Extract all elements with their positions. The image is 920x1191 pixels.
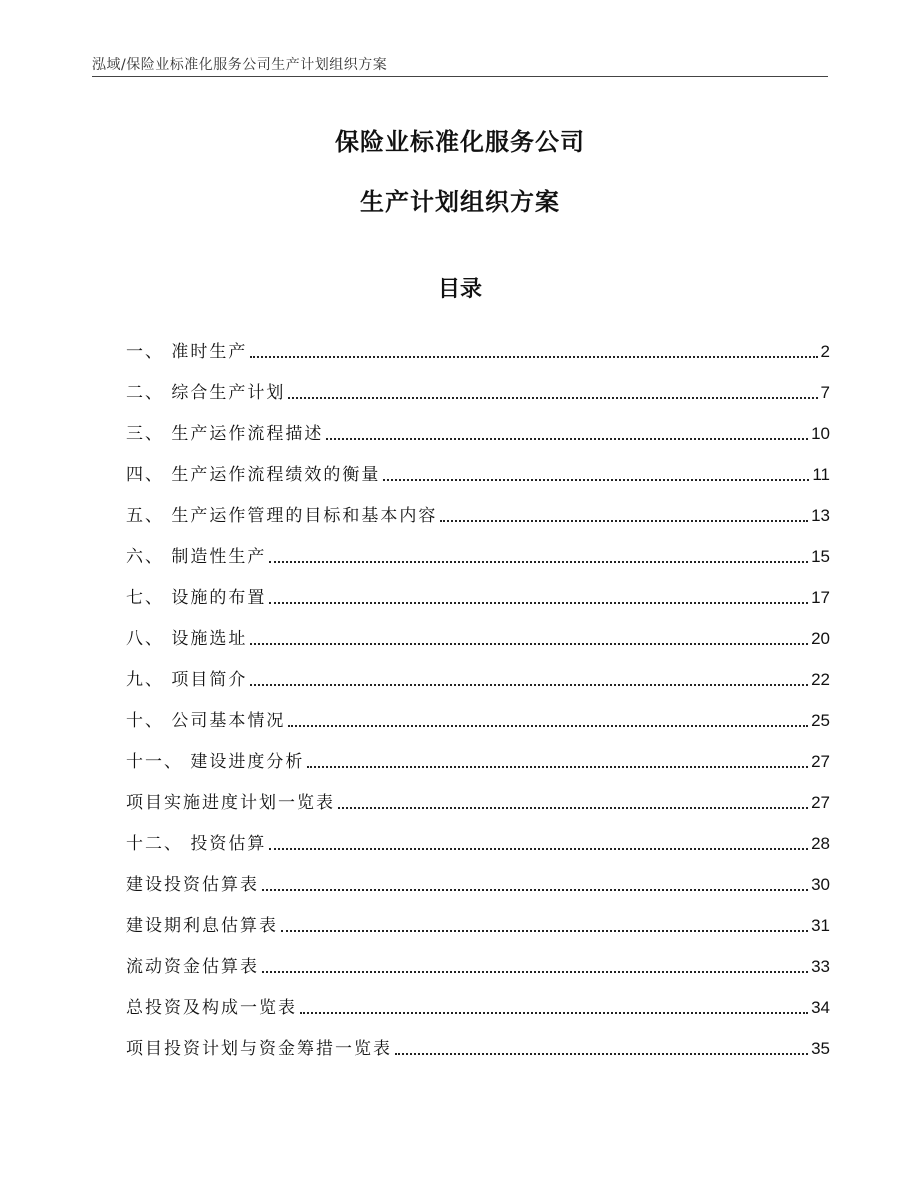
toc-dot-leader bbox=[262, 971, 808, 973]
toc-dot-leader bbox=[440, 520, 808, 522]
toc-entry-page: 22 bbox=[811, 670, 830, 689]
toc-entry[interactable] bbox=[126, 650, 830, 691]
toc-dot-leader bbox=[395, 1053, 808, 1055]
header-divider bbox=[92, 76, 828, 77]
toc-dot-leader bbox=[262, 889, 808, 891]
toc-entry-label: 五、 生产运作管理的目标和基本内容 bbox=[126, 506, 438, 526]
toc-entry-page: 25 bbox=[811, 711, 830, 730]
toc-entry-label: 七、 设施的布置 bbox=[126, 588, 267, 608]
toc-entry[interactable] bbox=[126, 814, 830, 855]
toc-entry-label: 总投资及构成一览表 bbox=[126, 998, 297, 1018]
running-header: 泓域/保险业标准化服务公司生产计划组织方案 bbox=[92, 57, 388, 73]
toc-dot-leader bbox=[300, 1012, 808, 1014]
toc-entry[interactable] bbox=[126, 1019, 830, 1060]
toc-dot-leader bbox=[288, 725, 808, 727]
toc-entry[interactable] bbox=[126, 937, 830, 978]
toc-entry-label: 十二、 投资估算 bbox=[126, 834, 267, 854]
toc-entry[interactable] bbox=[126, 322, 830, 363]
toc-entry-label: 三、 生产运作流程描述 bbox=[126, 424, 324, 444]
document-title-line-1: 保险业标准化服务公司 bbox=[335, 128, 585, 156]
toc-dot-leader bbox=[250, 643, 808, 645]
document-title-line-2: 生产计划组织方案 bbox=[360, 188, 560, 216]
toc-entry-page: 2 bbox=[820, 342, 830, 361]
toc-entry-label: 建设期利息估算表 bbox=[126, 916, 278, 936]
toc-entry-page: 20 bbox=[811, 629, 830, 648]
toc-entry-label: 项目投资计划与资金筹措一览表 bbox=[126, 1039, 392, 1059]
toc-dot-leader bbox=[269, 602, 808, 604]
toc-entry-label: 六、 制造性生产 bbox=[126, 547, 267, 567]
toc-entry[interactable] bbox=[126, 855, 830, 896]
toc-entry[interactable] bbox=[126, 527, 830, 568]
toc-entry-label: 八、 设施选址 bbox=[126, 629, 248, 649]
toc-entry[interactable] bbox=[126, 363, 830, 404]
toc-dot-leader bbox=[383, 479, 809, 481]
toc-entry[interactable] bbox=[126, 896, 830, 937]
toc-entry-page: 17 bbox=[811, 588, 830, 607]
toc-dot-leader bbox=[250, 684, 808, 686]
toc-entry[interactable] bbox=[126, 609, 830, 650]
toc-entry-label: 四、 生产运作流程绩效的衡量 bbox=[126, 465, 381, 485]
toc-dot-leader bbox=[269, 561, 808, 563]
toc-heading: 目录 bbox=[437, 277, 482, 302]
toc-entry-page: 30 bbox=[811, 875, 830, 894]
toc-entry-label: 九、 项目简介 bbox=[126, 670, 248, 690]
toc-entry-page: 11 bbox=[812, 465, 830, 484]
toc-entry-label: 二、 综合生产计划 bbox=[126, 383, 286, 403]
toc-entry[interactable] bbox=[126, 691, 830, 732]
toc-entry-page: 31 bbox=[811, 916, 830, 935]
toc-entry[interactable] bbox=[126, 445, 830, 486]
toc-entry[interactable] bbox=[126, 732, 830, 773]
toc-dot-leader bbox=[269, 848, 808, 850]
toc-entry[interactable] bbox=[126, 486, 830, 527]
toc-entry-page: 34 bbox=[811, 998, 830, 1017]
toc-dot-leader bbox=[250, 356, 817, 358]
toc-entry-label: 十一、 建设进度分析 bbox=[126, 752, 305, 772]
toc-entry[interactable] bbox=[126, 978, 830, 1019]
toc-entry-page: 27 bbox=[811, 752, 830, 771]
toc-dot-leader bbox=[338, 807, 808, 809]
toc-entry-page: 10 bbox=[811, 424, 830, 443]
toc-entry[interactable] bbox=[126, 568, 830, 609]
toc-entry[interactable] bbox=[126, 773, 830, 814]
toc-entry-page: 15 bbox=[811, 547, 830, 566]
toc-entry-label: 十、 公司基本情况 bbox=[126, 711, 286, 731]
toc-entry-page: 13 bbox=[811, 506, 830, 525]
toc-entry-page: 27 bbox=[811, 793, 830, 812]
toc-dot-leader bbox=[326, 438, 808, 440]
toc-entry-page: 7 bbox=[820, 383, 830, 402]
toc-entry-label: 项目实施进度计划一览表 bbox=[126, 793, 335, 813]
toc-entry-label: 一、 准时生产 bbox=[126, 342, 248, 362]
toc-entry[interactable] bbox=[126, 404, 830, 445]
toc-entry-page: 33 bbox=[811, 957, 830, 976]
toc-dot-leader bbox=[288, 397, 817, 399]
toc-entry-page: 28 bbox=[811, 834, 830, 853]
toc-dot-leader bbox=[281, 930, 808, 932]
table-of-contents bbox=[126, 322, 830, 1060]
toc-entry-label: 流动资金估算表 bbox=[126, 957, 259, 977]
toc-entry-label: 建设投资估算表 bbox=[126, 875, 259, 895]
toc-entry-page: 35 bbox=[811, 1039, 830, 1058]
toc-dot-leader bbox=[307, 766, 808, 768]
